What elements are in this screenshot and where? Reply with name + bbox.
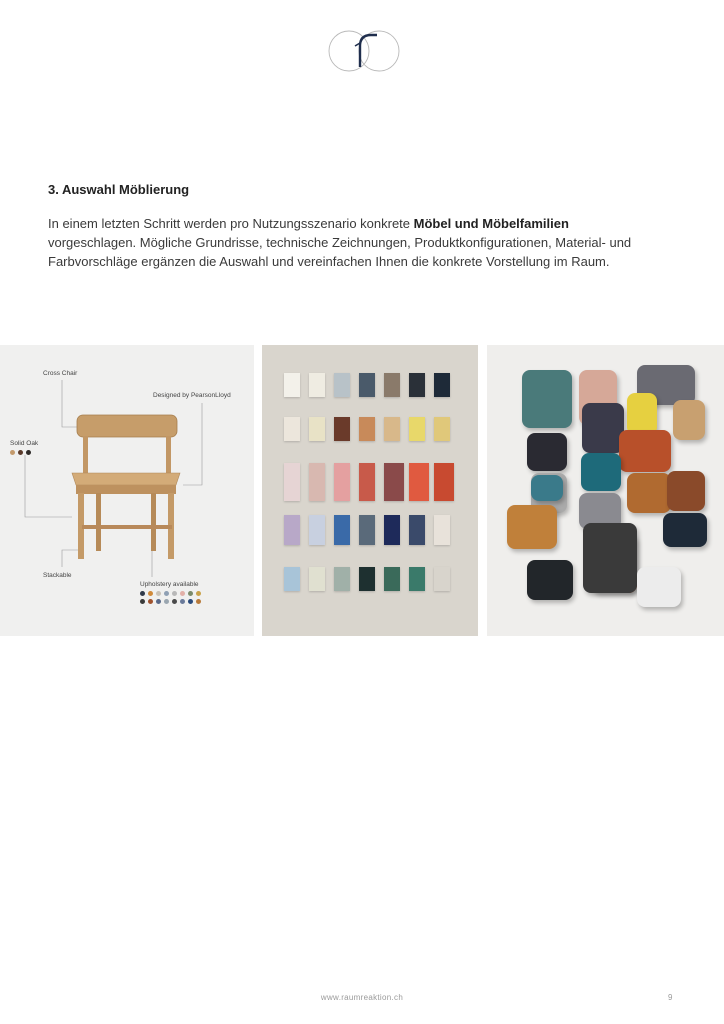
material-sample — [434, 463, 454, 501]
section-heading: 3. Auswahl Möblierung — [48, 182, 190, 197]
material-sample — [409, 373, 425, 397]
page-number: 9 — [668, 993, 673, 1002]
material-sample — [334, 463, 350, 501]
material-sample — [359, 463, 375, 501]
material-sample — [409, 463, 429, 501]
chair-shape — [627, 473, 671, 513]
material-moodboard-image — [262, 345, 478, 636]
material-sample — [334, 567, 350, 591]
material-sample — [359, 417, 375, 441]
brand-logo — [326, 29, 402, 73]
material-sample — [334, 373, 350, 397]
chair-shape — [507, 505, 557, 549]
material-sample — [384, 515, 400, 545]
chair-shape — [637, 567, 681, 607]
designer-label: Designed by PearsonLloyd — [153, 392, 231, 399]
material-sample — [284, 417, 300, 441]
material-sample — [434, 373, 450, 397]
chair-shape — [583, 523, 637, 593]
chair-shape — [581, 453, 621, 491]
chair-shape — [527, 560, 573, 600]
material-sample — [359, 515, 375, 545]
material-sample — [284, 463, 300, 501]
material-sample — [334, 417, 350, 441]
chair-name-label: Cross Chair — [43, 370, 78, 377]
material-sample — [434, 417, 450, 441]
material-sample — [309, 515, 325, 545]
material-sample — [409, 567, 425, 591]
material-sample — [384, 373, 400, 397]
material-sample — [359, 567, 375, 591]
material-sample — [409, 417, 425, 441]
section-paragraph — [48, 214, 648, 271]
chair-shape — [663, 513, 707, 547]
material-sample — [309, 463, 325, 501]
chair-product-image — [0, 345, 254, 636]
chair-shape — [627, 393, 657, 435]
chair-shape — [667, 471, 705, 511]
material-sample — [284, 373, 300, 397]
paragraph-text-2: vorgeschlagen. Mögliche Grundrisse, technische Zeichnungen, Produktkonfigurationen, Material- und Farbvorschläge ergänzen die Auswahl und vereinfachen Ihnen die konkrete Vorstellung im Raum. — [48, 235, 632, 269]
material-sample — [384, 567, 400, 591]
material-sample — [359, 373, 375, 397]
material-sample — [434, 567, 450, 591]
material-sample — [284, 515, 300, 545]
material-sample — [309, 373, 325, 397]
material-sample — [334, 515, 350, 545]
material-sample — [284, 567, 300, 591]
material-sample — [384, 417, 400, 441]
stackable-label: Stackable — [43, 572, 72, 579]
footer-url[interactable]: www.raumreaktion.ch — [320, 993, 404, 1002]
chair-drawing — [0, 345, 254, 636]
chair-shape — [522, 370, 572, 428]
chair-collection-image — [487, 345, 724, 636]
material-sample — [309, 417, 325, 441]
paragraph-text-1: In einem letzten Schritt werden pro Nutzungsszenario konkrete — [48, 216, 414, 231]
material-label: Solid Oak — [10, 440, 39, 447]
material-sample — [409, 515, 425, 545]
material-sample — [309, 567, 325, 591]
chair-shape — [531, 475, 563, 501]
chair-shape — [527, 433, 567, 471]
chair-shape — [619, 430, 671, 472]
material-sample — [384, 463, 404, 501]
upholstery-label: Upholstery available — [140, 581, 199, 588]
material-sample — [434, 515, 450, 545]
chair-shape — [673, 400, 705, 440]
paragraph-bold: Möbel und Möbelfamilien — [413, 216, 569, 231]
chair-shape — [582, 403, 624, 453]
